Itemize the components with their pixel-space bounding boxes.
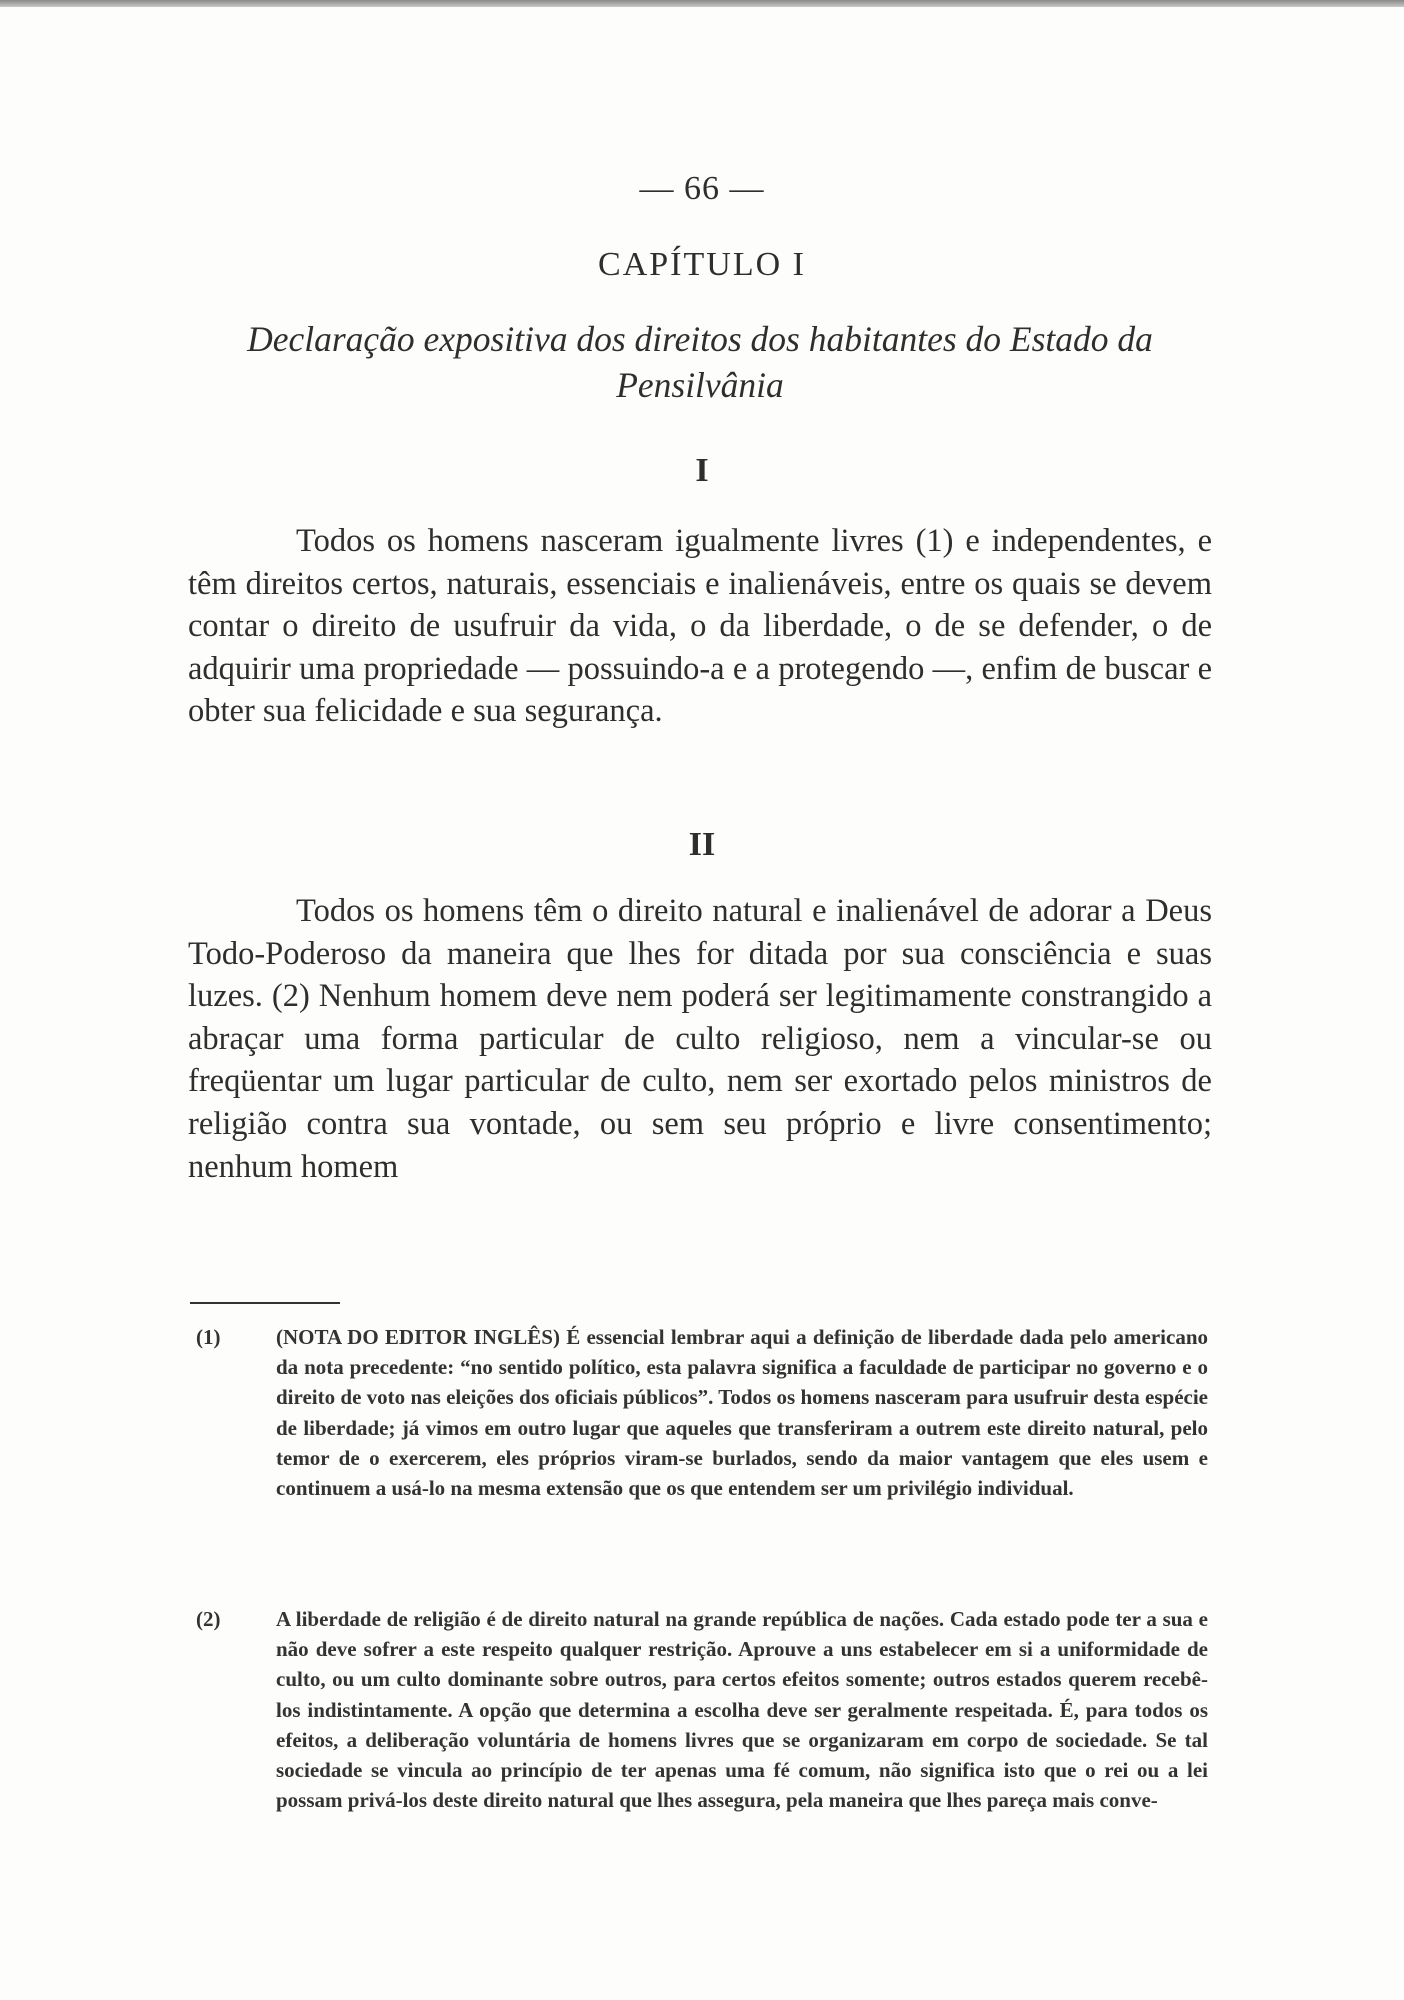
chapter-heading: CAPÍTULO I — [598, 246, 806, 283]
footnote-text: (NOTA DO EDITOR INGLÊS) É essencial lembrar aqui a definição de liberdade dada pelo americano da nota precedente: “no sentido político, esta palavra significa a faculdade de participar no governo e o direito de voto nas eleições dos oficiais públicos”. Todos os homens nasceram para usufruir desta espécie de liberdade; já vimos em outro lugar que aqueles que transferiram a outrem este direito natural, pelo temor de o exercerem, eles próprios viram-se burlados, sendo da maior vantagem que eles usem e continuem a usá-lo na mesma extensão que os que entendem ser um privilégio individual. — [276, 1325, 1208, 1501]
footnote-mark: (2) — [196, 1607, 221, 1631]
footnote-text: A liberdade de religião é de direito natural na grande república de nações. Cada estado pode ter a sua e não deve sofrer a este respeito qualquer restrição. Aprouve a uns estabelecer em si a uniformidade de culto, ou um culto dominante sobre outros, para certos efeitos somente; outros estados querem recebê-los indistintamente. A opção que determina a escolha deve ser geralmente respeitada. É, para todos os efeitos, a deliberação voluntária de homens livres que se organizaram em corpo de sociedade. Se tal sociedade se vincula ao princípio de ter apenas uma fé comum, não significa isto que o rei ou a lei possam privá-los deste direito natural que lhes assegura, pela maneira que lhes pareça mais conve- — [276, 1607, 1208, 1813]
section-numeral-1: I — [695, 452, 709, 489]
footnote-1 — [196, 1322, 1208, 1503]
chapter-subtitle: Declaração expositiva dos direitos dos habitantes do Estado da Pensilvânia — [247, 319, 1153, 405]
section-paragraph-2: Todos os homens têm o direito natural e inalienável de adorar a Deus Todo-Poderoso da maneira que lhes for ditada por sua consciência e suas luzes. (2) Nenhum homem deve nem poderá ser legitimamente constrangido a abraçar uma forma particular de culto religioso, nem a vincular-se ou freqüentar um lugar particular de culto, nem ser exortado pelos ministros de religião contra sua vontade, ou sem seu próprio e livre consentimento; nenhum homem — [188, 893, 1212, 1185]
page-number: — 66 — — [639, 170, 765, 207]
section-paragraph-1: Todos os homens nasceram igualmente livres (1) e independentes, e têm direitos certos, naturais, essenciais e inalienáveis, entre os quais se devem contar o direito de usufruir da vida, o da liberdade, o de se defender, o de adquirir uma propriedade — possuindo-a e a protegendo —, enfim de buscar e obter sua felicidade e sua segurança. — [188, 523, 1212, 730]
footnote-divider — [190, 1302, 340, 1304]
footnote-mark: (1) — [196, 1325, 221, 1349]
section-numeral-2: II — [688, 826, 716, 863]
scan-top-edge — [0, 0, 1404, 7]
footnote-2 — [196, 1604, 1208, 1815]
